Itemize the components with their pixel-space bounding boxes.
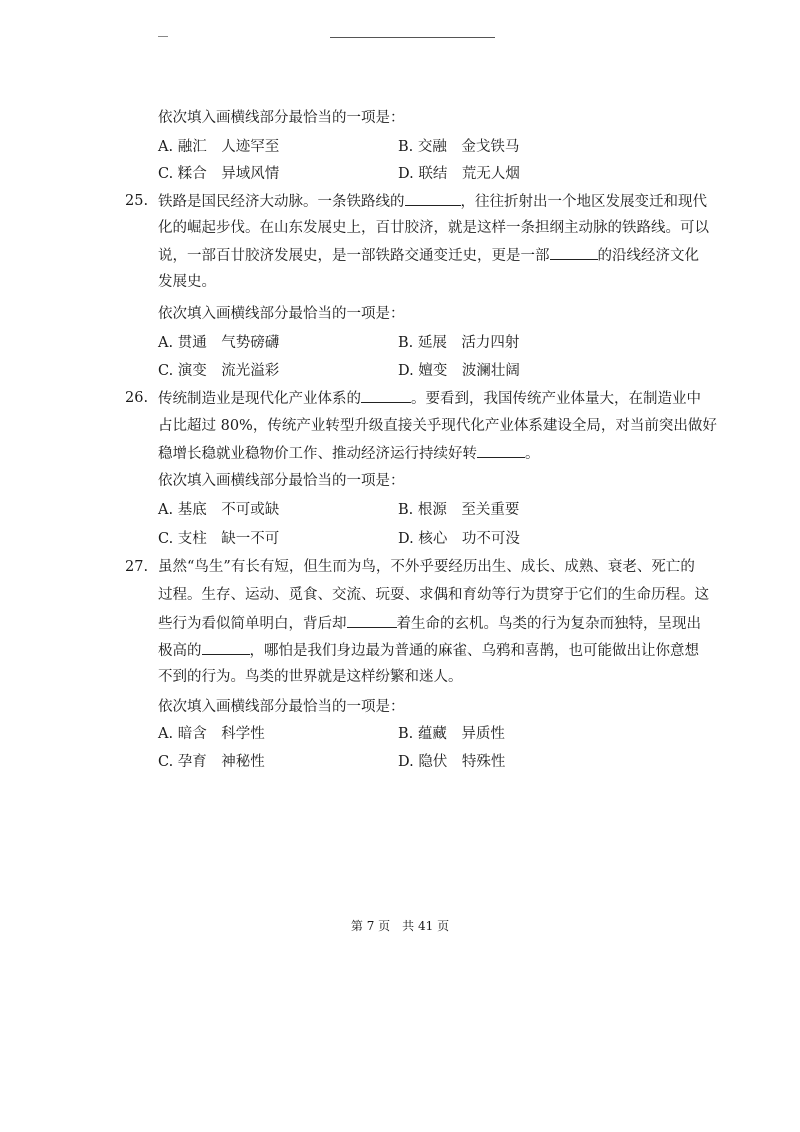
question-line: 虽然“鸟生”有长有短，但生而为鸟，不外乎要经历出生、成长、成熟、衰老、死亡的: [158, 559, 695, 575]
header-rule: [330, 37, 495, 38]
question-line: 发展史。: [158, 274, 216, 290]
answer-blank: [361, 388, 411, 403]
option-a: A. 融汇 人迹罕至: [158, 139, 280, 155]
option-a: A. 暗含 科学性: [158, 726, 265, 742]
question-line: 过程。生存、运动、觅食、交流、玩耍、求偶和育幼等行为贯穿于它们的生命历程。这: [158, 587, 709, 603]
question-prompt: 依次填入画横线部分最恰当的一项是：: [158, 110, 405, 126]
question-line: 化的崛起步伐。在山东发展史上，百廿胶济，就是这样一条担纲主动脉的铁路线。可以: [158, 220, 709, 236]
answer-blank: [202, 640, 250, 655]
option-c: C. 孕育 神秘性: [158, 754, 265, 770]
answer-blank: [477, 443, 525, 458]
question-line: 占比超过 80%，传统产业转型升级直接关乎现代化产业体系建设全局，对当前突出做好: [158, 418, 717, 434]
question-prompt: 依次填入画横线部分最恰当的一项是：: [158, 473, 405, 489]
question-line: 传统制造业是现代化产业体系的 。要看到，我国传统产业体量大，在制造业中: [158, 388, 678, 409]
option-c: C. 支柱 缺一不可: [158, 531, 280, 547]
question-line: 些行为看似简单明白，背后却 着生命的玄机。鸟类的行为复杂而独特，呈现出: [158, 613, 678, 634]
answer-blank: [405, 191, 461, 206]
option-d: D. 隐伏 特殊性: [398, 754, 506, 770]
page-footer: 第 7 页 共 41 页: [350, 919, 450, 933]
option-a: A. 基底 不可或缺: [158, 502, 280, 518]
answer-blank: [550, 245, 598, 260]
option-c: C. 糅合 异域风情: [158, 166, 280, 182]
option-d: D. 核心 功不可没: [398, 531, 520, 547]
question-number: 26.: [125, 390, 149, 406]
question-line: 不到的行为。鸟类的世界就是这样纷繁和迷人。: [158, 669, 463, 685]
question-number: 27.: [125, 559, 149, 575]
option-d: D. 嬗变 波澜壮阔: [398, 363, 520, 379]
option-b: B. 交融 金戈铁马: [398, 139, 520, 155]
question-line: 铁路是国民经济大动脉。一条铁路线的 ，往往折射出一个地区发展变迁和现代: [158, 191, 678, 212]
option-a: A. 贯通 气势磅礴: [158, 335, 280, 351]
question-line: 极高的 ，哪怕是我们身边最为普通的麻雀、乌鸦和喜鹊，也可能做出让你意想: [158, 640, 678, 661]
option-b: B. 蕴藏 异质性: [398, 726, 505, 742]
question-line: 说，一部百廿胶济发展史，是一部铁路交通变迁史，更是一部 的沿线经济文化: [158, 245, 678, 266]
option-c: C. 演变 流光溢彩: [158, 363, 280, 379]
question-line: 稳增长稳就业稳物价工作、推动经济运行持续好转 。: [158, 443, 678, 464]
question-prompt: 依次填入画横线部分最恰当的一项是：: [158, 699, 405, 715]
question-prompt: 依次填入画横线部分最恰当的一项是：: [158, 306, 405, 322]
option-d: D. 联结 荒无人烟: [398, 166, 520, 182]
question-number: 25.: [125, 193, 149, 209]
header-mark: [158, 36, 168, 37]
answer-blank: [347, 613, 397, 628]
option-b: B. 延展 活力四射: [398, 335, 520, 351]
option-b: B. 根源 至关重要: [398, 502, 520, 518]
